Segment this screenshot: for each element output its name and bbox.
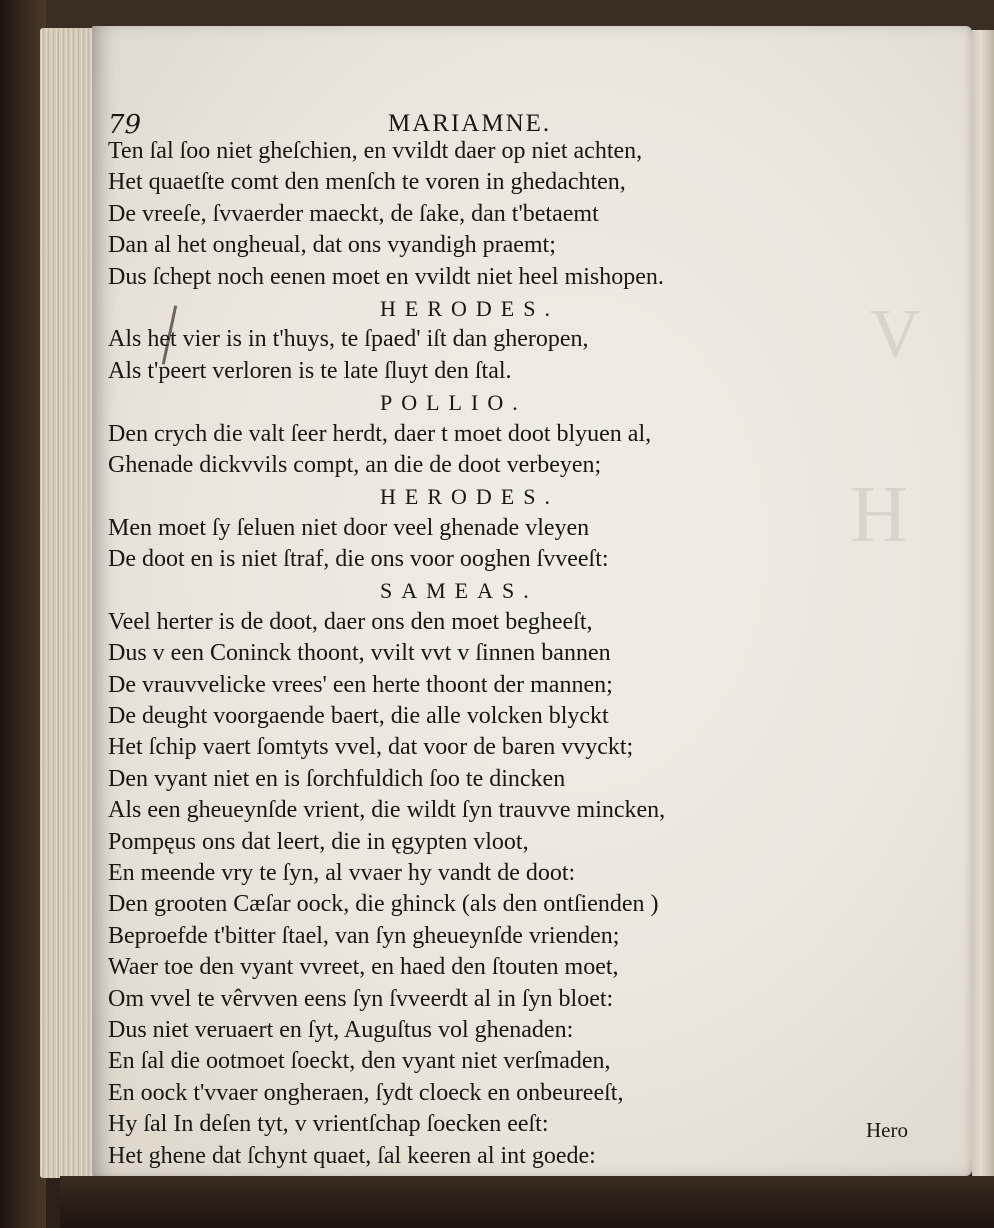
verse-line: Het ghene dat ſchynt quaet, ſal keeren al int goede:	[108, 1142, 596, 1169]
verse-line: Beproefde t'bitter ſtael, van ſyn gheueynſde vrienden;	[108, 922, 620, 949]
verse-line: Veel herter is de doot, daer ons den moet begheeſt,	[108, 608, 593, 635]
verse-line: De doot en is niet ſtraf, die ons voor ooghen ſvveeſt:	[108, 546, 609, 573]
facing-page-edge	[972, 30, 994, 1180]
verse-line: Dan al het ongheual, dat ons vyandigh praemt;	[108, 232, 556, 259]
speaker-heading: HERODES.	[380, 295, 559, 321]
page-number: 79	[108, 110, 142, 140]
verse-line: Den vyant niet en is ſorchfuldich ſoo te dincken	[108, 765, 566, 792]
verse-block	[108, 136, 868, 1172]
verse-line: Waer toe den vyant vvreet, en haed den ſtouten moet,	[108, 954, 619, 981]
verse-line: De deught voorgaende baert, die alle volcken blyckt	[108, 703, 609, 730]
verse-line: Ghenade dickvvils compt, an die de doot verbeyen;	[108, 451, 602, 478]
verse-line: Den crych die valt ſeer herdt, daer t moet doot blyuen al,	[108, 420, 652, 447]
verse-line: Hy ſal In deſen tyt, v vrientſchap ſoecken eeſt:	[108, 1111, 549, 1138]
verse-line: Als t'peert verloren is te late ſluyt den ſtal.	[108, 357, 512, 384]
verse-line: En oock t'vvaer ongheraen, ſydt cloeck en onbeureeſt,	[108, 1079, 624, 1106]
verse-line: Men moet ſy ſeluen niet door veel ghenade vleyen	[108, 514, 590, 541]
verse-line: Als het vier is in t'huys, te ſpaed' iſt dan gheropen,	[108, 326, 589, 353]
book-bottom-edge	[60, 1176, 994, 1228]
page-text	[108, 80, 868, 1169]
verse-line: Den grooten Cæſar oock, die ghinck (als den ontſienden )	[108, 891, 659, 918]
verse-line: De vrauvvelicke vrees' een herte thoont der mannen;	[108, 671, 613, 698]
verse-line: Dus niet veruaert en ſyt, Auguſtus vol ghenaden:	[108, 1016, 574, 1043]
speaker-heading: POLLIO.	[380, 390, 527, 416]
catchword: Hero	[866, 1118, 908, 1142]
verse-line: En ſal die ootmoet ſoeckt, den vyant niet verſmaden,	[108, 1048, 611, 1075]
verse-line: Dus v een Coninck thoont, vvilt vvt v ſinnen bannen	[108, 640, 611, 667]
verse-line: Ten ſal ſoo niet gheſchien, en vvildt daer op niet achten,	[108, 138, 643, 164]
page-header	[108, 80, 868, 140]
verse-line: De vreeſe, ſvvaerder maeckt, de ſake, dan t'betaemt	[108, 200, 599, 227]
verse-line: En meende vry te ſyn, al vvaer hy vandt de doot:	[108, 859, 576, 886]
running-title: MARIAMNE.	[388, 110, 552, 137]
speaker-heading: SAMEAS.	[380, 578, 538, 604]
verse-line: Pompęus ons dat leert, die in ęgypten vloot,	[108, 828, 529, 855]
verse-line: Het ſchip vaert ſomtyts vvel, dat voor de baren vvyckt;	[108, 734, 634, 761]
verse-line: Dus ſchept noch eenen moet en vvildt niet heel mishopen.	[108, 263, 664, 290]
verse-line: Om vvel te vêrvven eens ſyn ſvveerdt al in ſyn bloet:	[108, 985, 614, 1012]
speaker-heading: HERODES.	[380, 484, 559, 510]
verse-line: Het quaetſte comt den menſch te voren in ghedachten,	[108, 169, 626, 196]
page-stack-edge	[40, 28, 98, 1178]
verse-line: Als een gheueynſde vrient, die wildt ſyn trauvve mincken,	[108, 797, 666, 824]
